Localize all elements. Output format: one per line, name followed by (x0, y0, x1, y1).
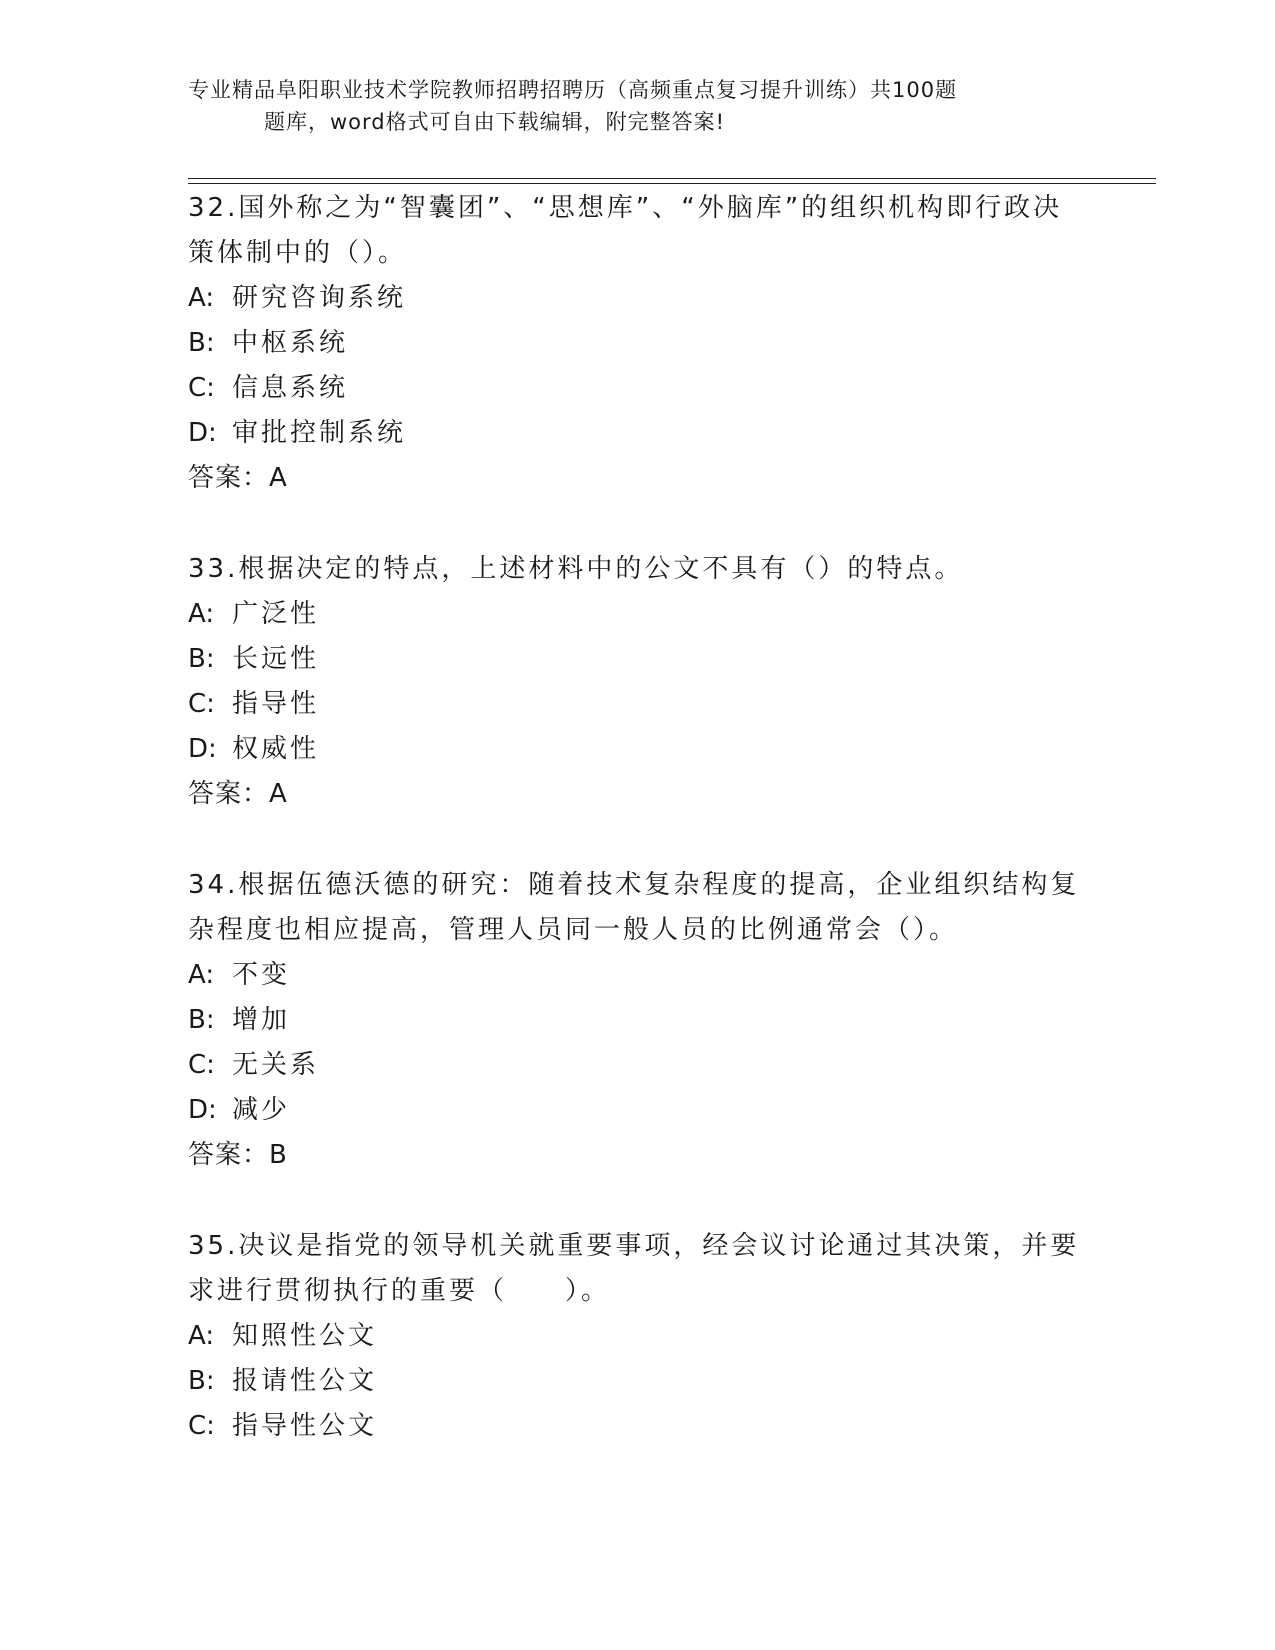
option-letter: A: (188, 599, 215, 629)
option-c (188, 682, 1088, 727)
option-a (188, 1314, 1088, 1359)
option-letter: B: (188, 1005, 215, 1035)
option-text: 报请性公文 (232, 1366, 378, 1396)
option-letter: A: (188, 283, 215, 313)
option-letter: B: (188, 644, 215, 674)
option-text: 长远性 (232, 644, 320, 674)
option-text: 研究咨询系统 (232, 283, 407, 313)
option-c (188, 1043, 1088, 1088)
option-letter: C: (188, 1411, 215, 1441)
page-header (188, 74, 1068, 138)
question-33 (188, 547, 1088, 817)
header-rule-bottom (188, 183, 1156, 184)
option-text: 不变 (232, 960, 291, 990)
question-list (188, 186, 1088, 1495)
option-d (188, 411, 1088, 456)
question-stem: 34.根据伍德沃德的研究：随着技术复杂程度的提高，企业组织结构复杂程度也相应提高，管理人员同一般人员的比例通常会（）。 (188, 870, 1080, 945)
option-d (188, 1088, 1088, 1133)
question-stem: 35.决议是指党的领导机关就重要事项，经会议讨论通过其决策，并要求进行贯彻执行的重要（ ）。 (188, 1231, 1080, 1306)
question-35 (188, 1224, 1088, 1449)
option-b (188, 321, 1088, 366)
option-b (188, 1359, 1088, 1404)
option-letter: A: (188, 1321, 215, 1351)
option-letter: B: (188, 1366, 215, 1396)
header-rule-top (188, 178, 1156, 179)
option-d (188, 727, 1088, 772)
option-letter: C: (188, 689, 215, 719)
answer: 答案：A (188, 463, 288, 493)
option-a (188, 953, 1088, 998)
option-a (188, 276, 1088, 321)
question-stem: 32.国外称之为“智囊团”、“思想库”、“外脑库”的组织机构即行政决策体制中的（）。 (188, 193, 1063, 268)
option-c (188, 1404, 1088, 1449)
option-text: 知照性公文 (232, 1321, 378, 1351)
option-text: 广泛性 (232, 599, 320, 629)
option-text: 指导性公文 (232, 1411, 378, 1441)
question-34 (188, 863, 1088, 1178)
option-b (188, 637, 1088, 682)
option-letter: D: (188, 734, 217, 764)
option-text: 权威性 (232, 734, 320, 764)
option-text: 信息系统 (232, 373, 349, 403)
option-c (188, 366, 1088, 411)
question-32 (188, 186, 1088, 501)
header-line-2: 题库，word格式可自由下载编辑，附完整答案! (264, 110, 726, 134)
option-text: 减少 (232, 1095, 291, 1125)
answer: 答案：B (188, 1140, 288, 1170)
option-text: 无关系 (232, 1050, 320, 1080)
option-letter: B: (188, 328, 215, 358)
header-line-1: 专业精品阜阳职业技术学院教师招聘招聘历（高频重点复习提升训练）共100题 (188, 78, 958, 102)
option-letter: C: (188, 1050, 215, 1080)
option-letter: D: (188, 418, 217, 448)
answer: 答案：A (188, 779, 288, 809)
option-text: 审批控制系统 (232, 418, 407, 448)
question-stem: 33.根据决定的特点，上述材料中的公文不具有（）的特点。 (188, 554, 964, 584)
option-letter: A: (188, 960, 215, 990)
option-a (188, 592, 1088, 637)
option-text: 指导性 (232, 689, 320, 719)
option-text: 中枢系统 (232, 328, 349, 358)
option-letter: D: (188, 1095, 217, 1125)
option-letter: C: (188, 373, 215, 403)
option-text: 增加 (232, 1005, 291, 1035)
option-b (188, 998, 1088, 1043)
